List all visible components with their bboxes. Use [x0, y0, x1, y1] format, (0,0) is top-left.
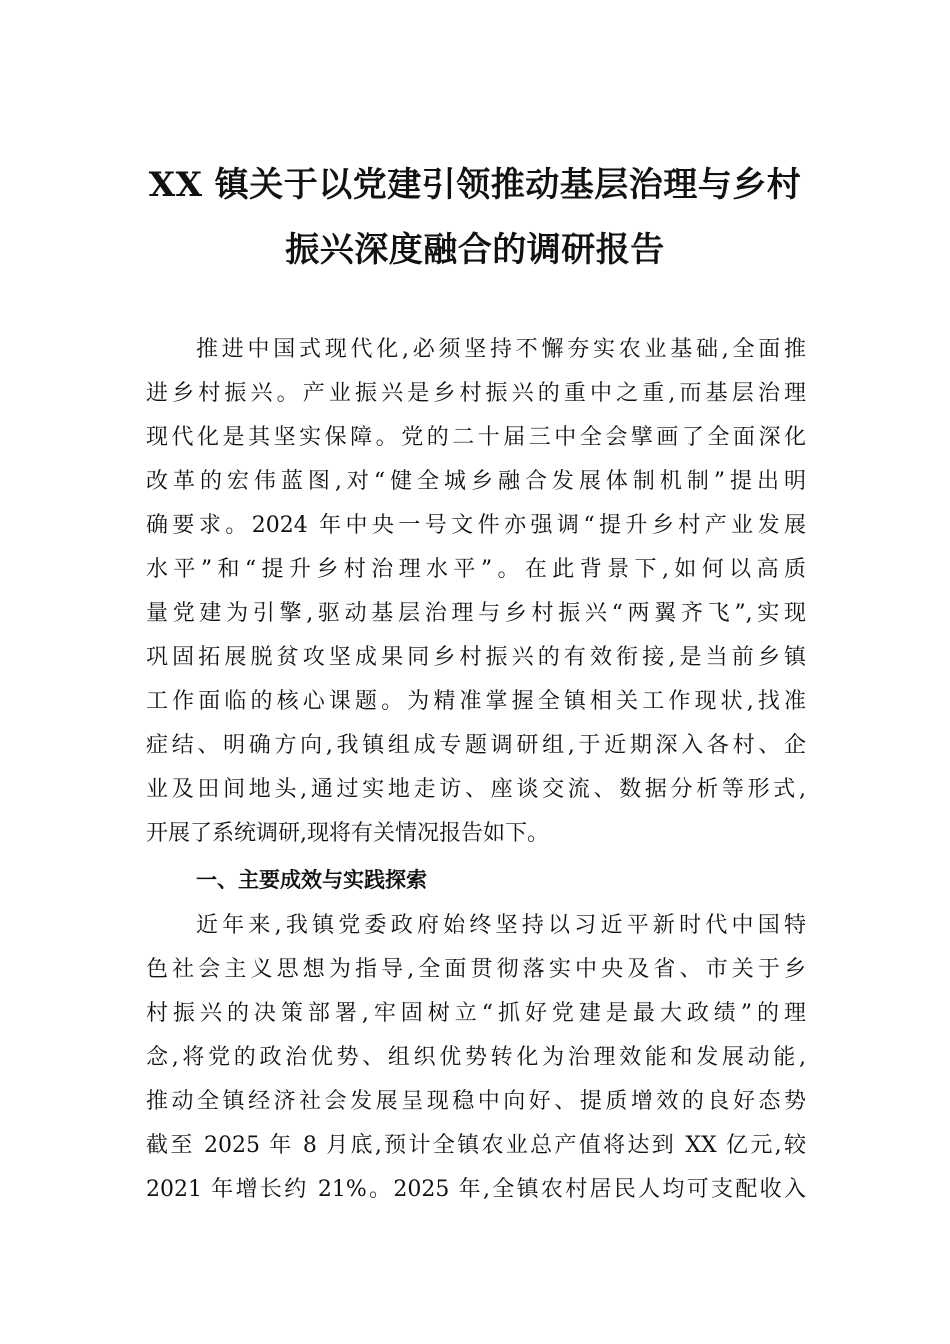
- paragraph-line: 确要求。2024 年中央一号文件亦强调“提升乡村产业发展: [146, 513, 806, 538]
- paragraph-line: 推进中国式现代化,必须坚持不懈夯实农业基础,全面推: [196, 337, 806, 362]
- paragraph-line: 量党建为引擎,驱动基层治理与乡村振兴“两翼齐飞”,实现: [146, 601, 806, 626]
- paragraph-line: 巩固拓展脱贫攻坚成果同乡村振兴的有效衔接,是当前乡镇: [146, 645, 806, 670]
- paragraph-line: 症结、明确方向,我镇组成专题调研组,于近期深入各村、企: [146, 733, 806, 758]
- report-title-line-1: XX 镇关于以党建引领推动基层治理与乡村: [148, 165, 802, 205]
- paragraph-line: 改革的宏伟蓝图,对“健全城乡融合发展体制机制”提出明: [146, 469, 806, 494]
- paragraph-line: 截至 2025 年 8 月底,预计全镇农业总产值将达到 XX 亿元,较: [146, 1133, 806, 1158]
- paragraph-line: 业及田间地头,通过实地走访、座谈交流、数据分析等形式,: [146, 777, 806, 802]
- report-title-line-2: 振兴深度融合的调研报告: [285, 230, 665, 270]
- paragraph-line: 色社会主义思想为指导,全面贯彻落实中央及省、市关于乡: [146, 957, 806, 982]
- paragraph-line: 念,将党的政治优势、组织优势转化为治理效能和发展动能,: [146, 1045, 806, 1070]
- section-heading: 一、主要成效与实践探索: [196, 868, 427, 892]
- paragraph-line: 进乡村振兴。产业振兴是乡村振兴的重中之重,而基层治理: [146, 381, 806, 406]
- paragraph-line: 工作面临的核心课题。为精准掌握全镇相关工作现状,找准: [146, 689, 806, 714]
- paragraph-line: 2021 年增长约 21%。2025 年,全镇农村居民人均可支配收入: [146, 1177, 806, 1202]
- paragraph-line: 现代化是其坚实保障。党的二十届三中全会擘画了全面深化: [146, 425, 806, 450]
- paragraph-line: 近年来,我镇党委政府始终坚持以习近平新时代中国特: [196, 913, 806, 938]
- paragraph-line: 推动全镇经济社会发展呈现稳中向好、提质增效的良好态势: [146, 1089, 806, 1114]
- paragraph-line: 村振兴的决策部署,牢固树立“抓好党建是最大政绩”的理: [146, 1001, 806, 1026]
- paragraph-line: 开展了系统调研,现将有关情况报告如下。: [146, 821, 549, 846]
- paragraph-line: 水平”和“提升乡村治理水平”。在此背景下,如何以高质: [146, 557, 806, 582]
